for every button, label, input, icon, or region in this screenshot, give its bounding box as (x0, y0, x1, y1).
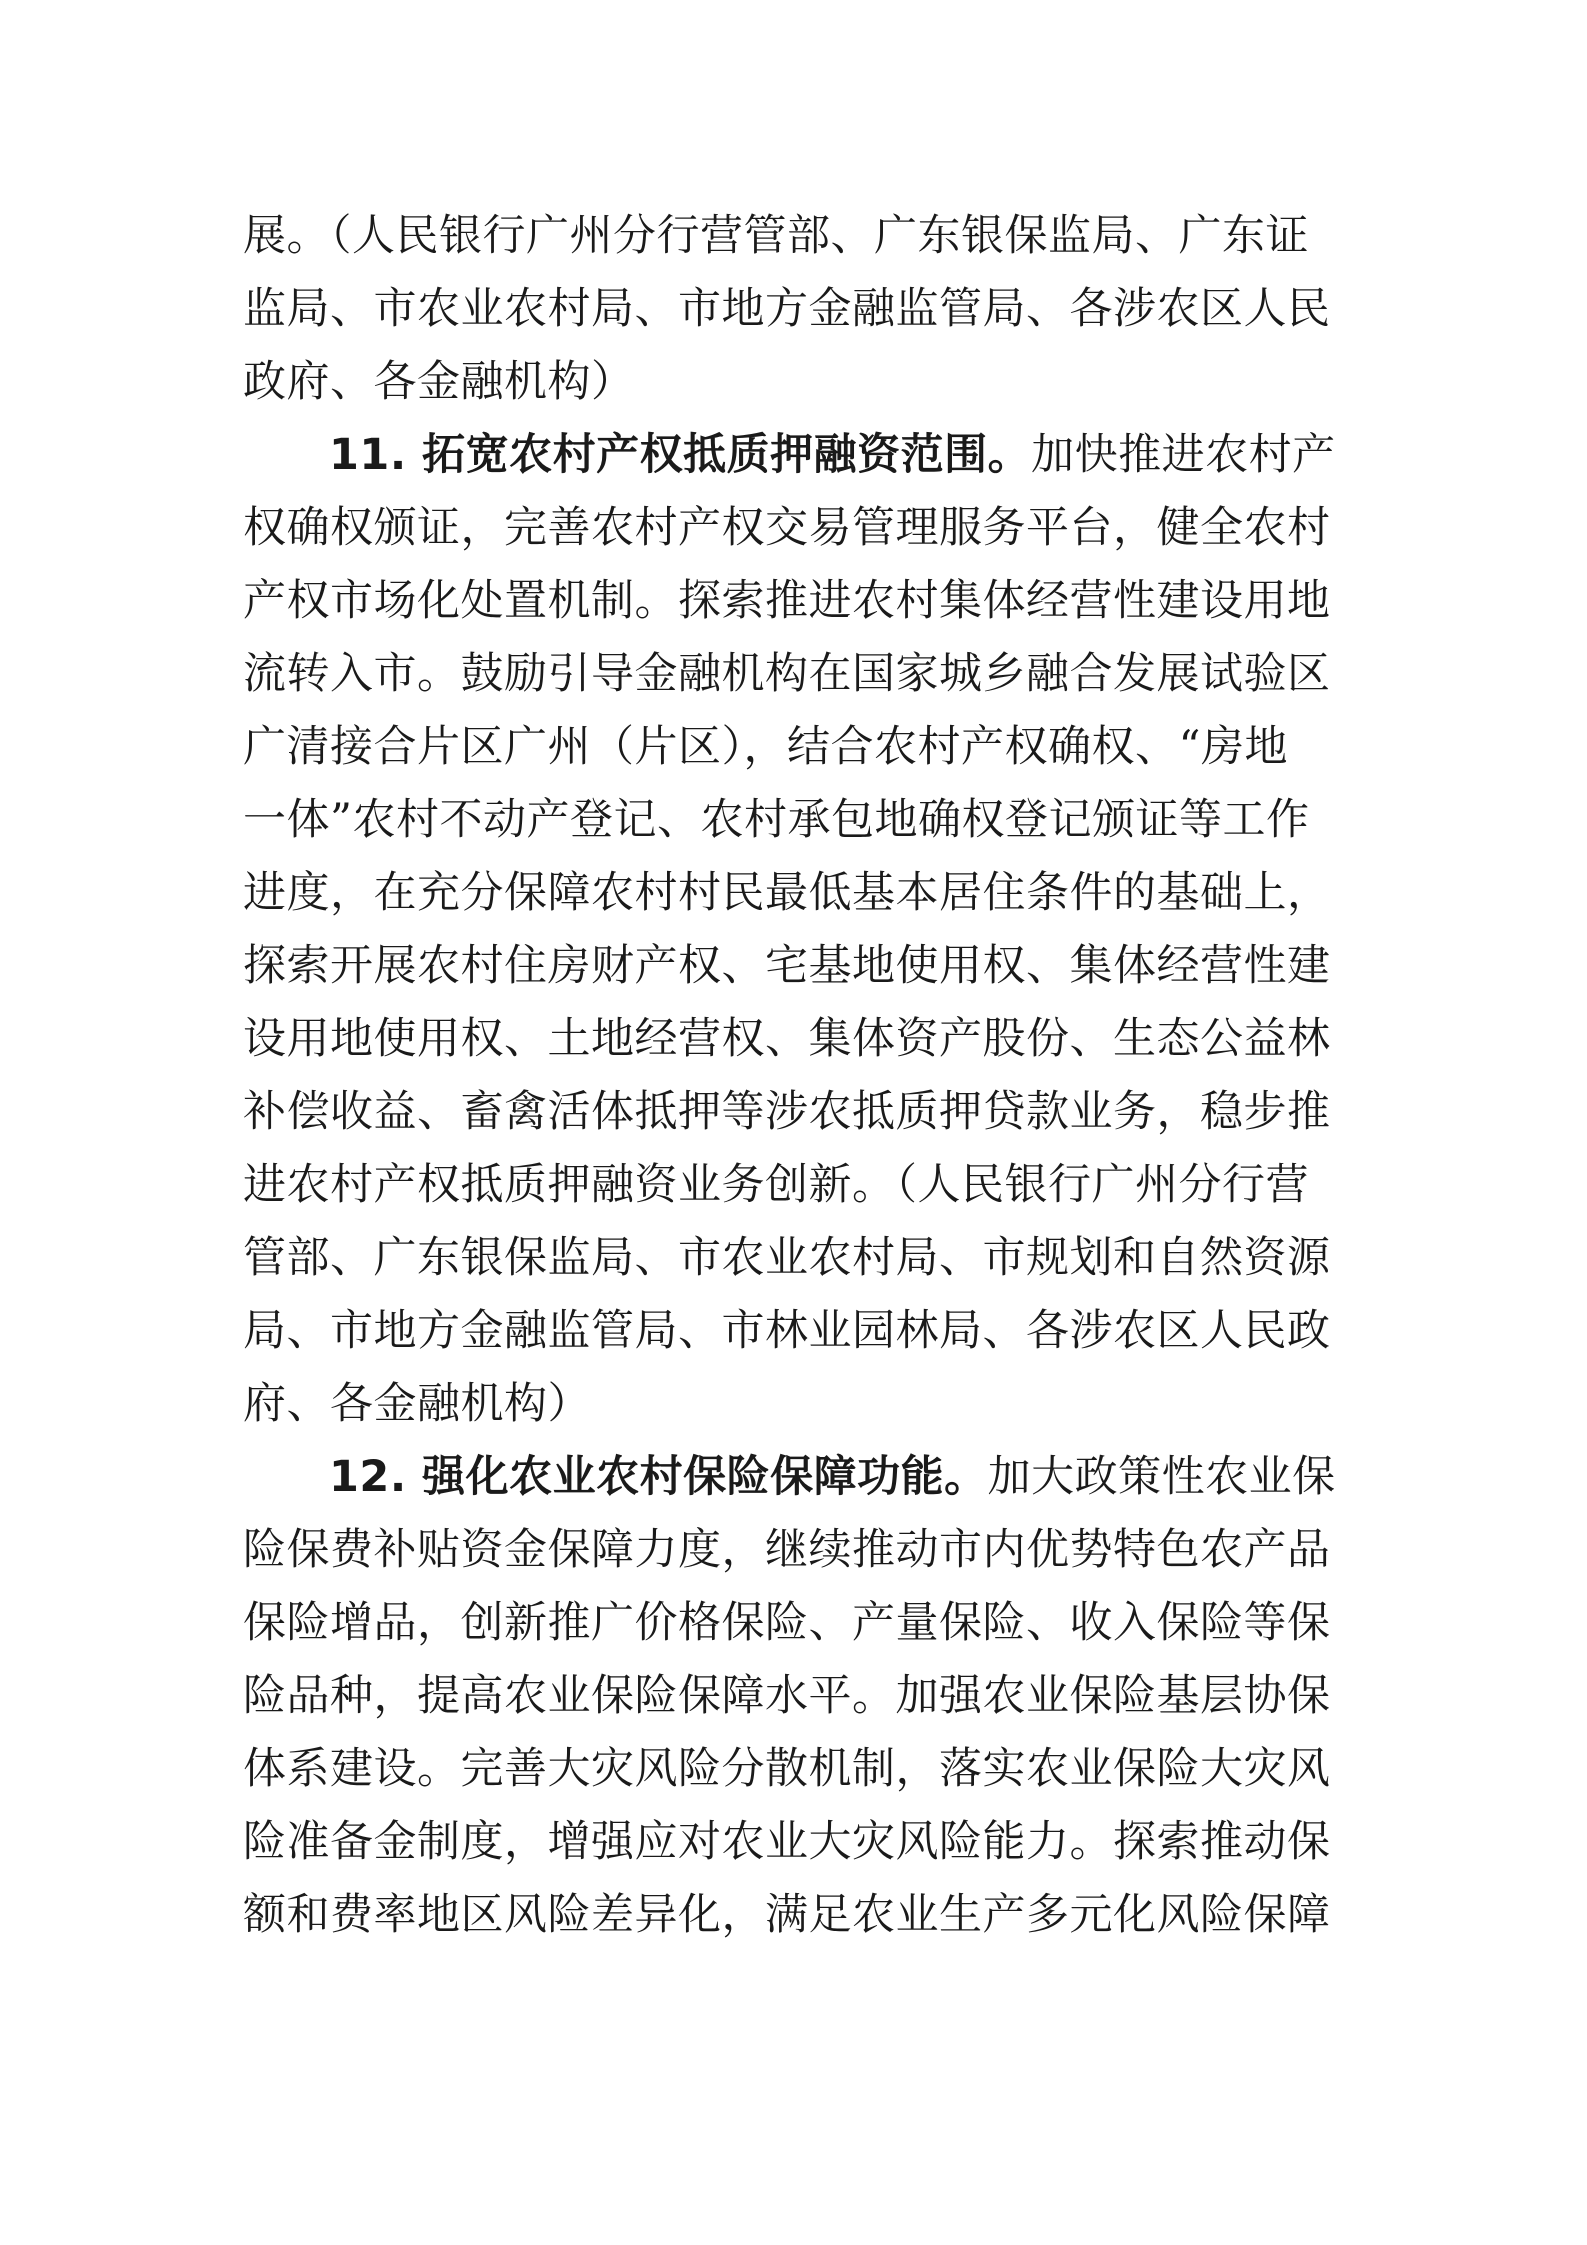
text-line: 设用地使用权、土地经营权、集体资产股份、生态公益林 (243, 1014, 1331, 1064)
section-11-heading: 11. 拓宽农村产权抵质押融资范围。 (329, 430, 1032, 480)
text-line: 管部、广东银保监局、市农业农村局、市规划和自然资源 (243, 1233, 1331, 1283)
text-line: 局、市地方金融监管局、市林业园林局、各涉农区人民政 (243, 1306, 1331, 1356)
section-12-heading: 12. 强化农业农村保险保障功能。 (329, 1452, 988, 1502)
text-line: 监局、市农业农村局、市地方金融监管局、各涉农区人民 (243, 284, 1331, 334)
text-line: 权确权颁证，完善农村产权交易管理服务平台，健全农村 (243, 503, 1331, 553)
text-line: 体系建设。完善大灾风险分散机制，落实农业保险大灾风 (243, 1744, 1331, 1794)
text-line: 进度，在充分保障农村村民最低基本居住条件的基础上， (243, 868, 1331, 918)
text-line: 展。（人民银行广州分行营管部、广东银保监局、广东证 (243, 211, 1309, 261)
section-11-first-line (243, 419, 1351, 492)
text-line: 险品种，提高农业保险保障水平。加强农业保险基层协保 (243, 1671, 1331, 1721)
section-12-text: 加大政策性农业保 (987, 1452, 1336, 1502)
section-11-text: 加快推进农村产 (1031, 430, 1336, 480)
text-line: 广清接合片区广州（片区），结合农村产权确权、“房地 (243, 722, 1288, 772)
text-line: 保险增品，创新推广价格保险、产量保险、收入保险等保 (243, 1598, 1331, 1648)
text-line: 一体”农村不动产登记、农村承包地确权登记颁证等工作 (243, 795, 1310, 845)
section-12-first-line (243, 1441, 1351, 1514)
text-line: 探索开展农村住房财产权、宅基地使用权、集体经营性建 (243, 941, 1331, 991)
body-text (243, 200, 1351, 1952)
text-line: 政府、各金融机构） (243, 357, 635, 407)
text-line: 险准备金制度，增强应对农业大灾风险能力。探索推动保 (243, 1817, 1331, 1867)
text-line: 流转入市。鼓励引导金融机构在国家城乡融合发展试验区 (243, 649, 1331, 699)
text-line: 产权市场化处置机制。探索推进农村集体经营性建设用地 (243, 576, 1331, 626)
text-line: 补偿收益、畜禽活体抵押等涉农抵质押贷款业务，稳步推 (243, 1087, 1331, 1137)
text-line: 额和费率地区风险差异化，满足农业生产多元化风险保障 (243, 1890, 1331, 1940)
text-line: 府、各金融机构） (243, 1379, 591, 1429)
text-line: 进农村产权抵质押融资业务创新。（人民银行广州分行营 (243, 1160, 1309, 1210)
text-line: 险保费补贴资金保障力度，继续推动市内优势特色农产品 (243, 1525, 1331, 1575)
